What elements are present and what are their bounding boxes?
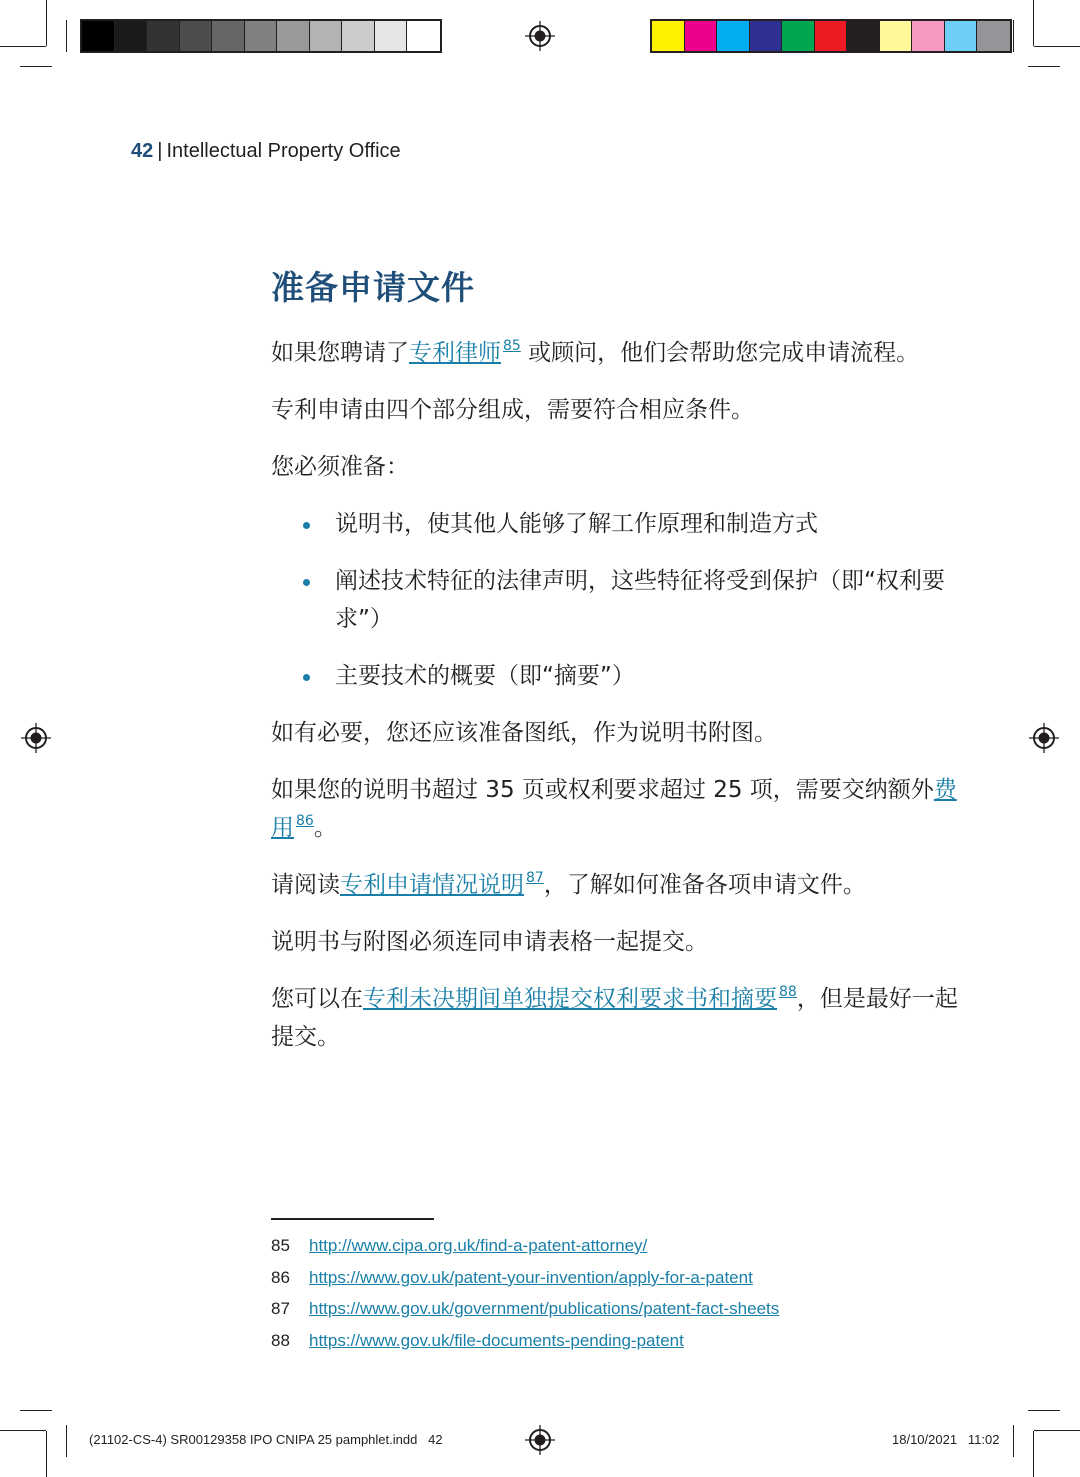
- list-item: [271, 657, 961, 695]
- paragraph-text: 请阅读: [271, 872, 340, 898]
- grayscale-swatch: [82, 21, 115, 51]
- footnote: [271, 1327, 779, 1359]
- footnote-url[interactable]: https://www.gov.uk/government/publications/patent-fact-sheets: [309, 1299, 780, 1318]
- paragraph-text: 您可以在: [271, 986, 363, 1012]
- footnote-url[interactable]: https://www.gov.uk/file-documents-pending-patent: [309, 1330, 684, 1350]
- registration-mark-icon: [21, 723, 51, 753]
- paragraph: 如有必要，您还应该准备图纸，作为说明书附图。: [271, 720, 777, 746]
- footnote-url[interactable]: http://www.cipa.org.uk/find-a-patent-attorney/: [309, 1236, 648, 1255]
- bullet-icon: [303, 674, 310, 681]
- process-color-swatch: [685, 21, 718, 51]
- list-item-text: 主要技术的概要（即“摘要”）: [335, 663, 635, 689]
- paragraph-text: ，了解如何准备各项申请文件。: [543, 872, 866, 898]
- grayscale-swatch: [212, 21, 245, 51]
- patent-attorney-link[interactable]: 专利律师: [409, 340, 501, 366]
- crop-mark: [1028, 66, 1060, 67]
- process-color-swatch: [912, 21, 945, 51]
- process-color-swatch: [717, 21, 750, 51]
- footnote-ref[interactable]: 88: [779, 984, 797, 1000]
- crop-mark: [0, 1430, 46, 1431]
- grayscale-color-bar: [80, 19, 442, 53]
- publisher-name: Intellectual Property Office: [166, 140, 401, 162]
- footnote-ref[interactable]: 86: [296, 813, 314, 829]
- list-item: [271, 505, 961, 543]
- page-number: 42: [131, 140, 154, 162]
- grayscale-swatch: [245, 21, 278, 51]
- footnotes: [271, 1232, 779, 1358]
- footnote: [271, 1295, 779, 1327]
- paragraph-text: 如果您的说明书超过 35 页或权利要求超过 25 项，需要交纳额外: [271, 777, 934, 803]
- registration-mark-icon: [525, 21, 555, 51]
- crop-mark: [1028, 1410, 1060, 1411]
- list-item: [271, 562, 961, 638]
- paragraph-text: ，但是最好一起提交。: [271, 986, 958, 1050]
- crop-mark: [66, 20, 67, 52]
- crop-mark: [20, 66, 52, 67]
- bullet-icon: [303, 579, 310, 586]
- process-color-swatch: [750, 21, 783, 51]
- paragraph-text: 或顾问，他们会帮助您完成申请流程。: [520, 340, 920, 366]
- header-separator: |: [157, 140, 163, 162]
- grayscale-swatch: [342, 21, 375, 51]
- footnote: [271, 1232, 779, 1264]
- process-color-bar: [650, 19, 1012, 53]
- page-title: 准备申请文件: [271, 268, 475, 307]
- paragraph: [271, 980, 961, 1056]
- paragraph: 说明书与附图必须连同申请表格一起提交。: [271, 929, 708, 955]
- crop-mark: [1013, 1425, 1014, 1457]
- file-documents-pending-link[interactable]: 专利未决期间单独提交权利要求书和摘要: [363, 986, 777, 1012]
- grayscale-swatch: [375, 21, 408, 51]
- process-color-swatch: [880, 21, 913, 51]
- process-color-swatch: [945, 21, 978, 51]
- grayscale-swatch: [310, 21, 343, 51]
- grayscale-swatch: [277, 21, 310, 51]
- registration-mark-icon: [525, 1425, 555, 1455]
- main-content: [271, 262, 961, 1075]
- footnote-ref[interactable]: 85: [503, 338, 521, 354]
- footnote-number: 87: [271, 1299, 290, 1318]
- crop-mark: [66, 1425, 67, 1457]
- crop-mark: [46, 0, 47, 46]
- paragraph: [271, 334, 961, 372]
- footnote-ref[interactable]: 87: [526, 870, 544, 886]
- registration-mark-icon: [1029, 723, 1059, 753]
- crop-mark: [20, 1410, 52, 1411]
- grayscale-swatch: [180, 21, 213, 51]
- list-item-text: 阐述技术特征的法律声明，这些特征将受到保护（即“权利要求”）: [335, 568, 945, 632]
- list-item-text: 说明书，使其他人能够了解工作原理和制造方式: [335, 511, 818, 537]
- crop-mark: [1033, 1431, 1034, 1477]
- slug-file-info: (21102-CS-4) SR00129358 IPO CNIPA 25 pamphlet.indd 42: [89, 1432, 443, 1447]
- grayscale-swatch: [147, 21, 180, 51]
- requirements-list: [271, 505, 961, 695]
- crop-mark: [1013, 20, 1014, 52]
- patent-fact-sheets-link[interactable]: 专利申请情况说明: [340, 872, 524, 898]
- slug-date-time: 18/10/2021 11:02: [892, 1432, 1000, 1447]
- process-color-swatch: [652, 21, 685, 51]
- crop-mark: [0, 46, 46, 47]
- paragraph-text: 。: [313, 815, 337, 841]
- footnote-divider: [271, 1218, 434, 1220]
- process-color-swatch: [815, 21, 848, 51]
- fees-link[interactable]: 费用: [271, 777, 957, 841]
- footnote-url[interactable]: https://www.gov.uk/patent-your-invention/apply-for-a-patent: [309, 1267, 753, 1287]
- grayscale-swatch: [407, 21, 440, 51]
- paragraph: 您必须准备：: [271, 454, 409, 480]
- process-color-swatch: [782, 21, 815, 51]
- process-color-swatch: [977, 21, 1010, 51]
- crop-mark: [1034, 46, 1080, 47]
- grayscale-swatch: [115, 21, 148, 51]
- paragraph-text: 如果您聘请了: [271, 340, 409, 366]
- process-color-swatch: [847, 21, 880, 51]
- crop-mark: [1034, 1430, 1080, 1431]
- paragraph: [271, 771, 961, 847]
- bullet-icon: [303, 522, 310, 529]
- footnote-number: 85: [271, 1236, 290, 1255]
- footnote-number: 88: [271, 1330, 290, 1350]
- crop-mark: [46, 1431, 47, 1477]
- paragraph: 专利申请由四个部分组成，需要符合相应条件。: [271, 397, 754, 423]
- paragraph: [271, 866, 961, 904]
- footnote-number: 86: [271, 1267, 290, 1287]
- running-header: [131, 140, 401, 163]
- crop-mark: [1033, 0, 1034, 46]
- footnote: [271, 1264, 779, 1296]
